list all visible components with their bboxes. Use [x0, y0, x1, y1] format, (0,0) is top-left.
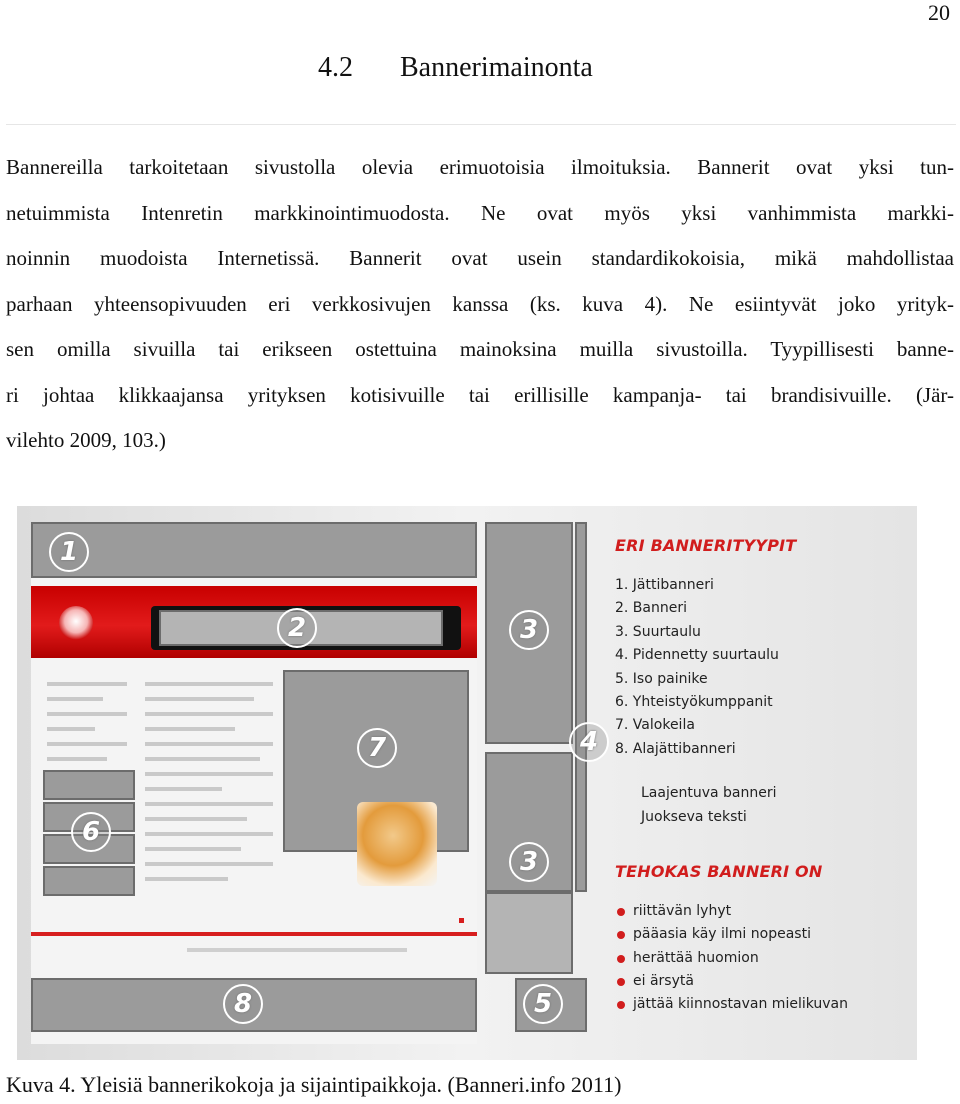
- legend-extra: [615, 785, 848, 832]
- effective-banner-item: pääasia käy ilmi nopeasti: [615, 926, 848, 949]
- mockup-photo: [357, 802, 437, 886]
- body-line: ri johtaa klikkaajansa yrityksen kotisivuille tai erillisille kampanja- tai brandisivuille. (Jär-: [6, 382, 954, 407]
- legend-item: 7. Valokeila: [615, 717, 695, 734]
- badge-1: 1: [49, 532, 89, 572]
- effective-banner-title: TEHOKAS BANNERI ON: [615, 861, 823, 881]
- mockup-menu-lines: [47, 682, 127, 772]
- legend-item: 6. Yhteistyökumppanit: [615, 693, 773, 710]
- body-line: noinnin muodoista Internetissä. Bannerit ovat usein standardikokoisia, mikä mahdollistaa: [6, 246, 954, 270]
- body-paragraph: [6, 145, 954, 464]
- legend-title: ERI BANNERITYYPIT: [615, 536, 797, 555]
- section-heading: [318, 52, 593, 84]
- legend-item: 5. Iso painike: [615, 670, 708, 687]
- mockup-footer-line: [31, 932, 477, 936]
- mockup-right-column: [485, 892, 573, 974]
- mockup-logo: [59, 606, 93, 640]
- badge-3-bottom: 3: [509, 842, 549, 882]
- badge-3-top: 3: [509, 610, 549, 650]
- legend-item: 8. Alajättibanneri: [615, 740, 736, 757]
- effective-banner-item: jättää kiinnostavan mielikuvan: [615, 996, 848, 1019]
- heading-divider: [6, 124, 956, 125]
- banner-area-1: [31, 522, 477, 578]
- banner-area-6a: [43, 770, 135, 800]
- effective-banner-item: ei ärsytä: [615, 973, 848, 996]
- badge-2: 2: [277, 608, 317, 648]
- effective-banner-item: riittävän lyhyt: [615, 903, 848, 926]
- section-title: Bannerimainonta: [400, 52, 593, 83]
- badge-6: 6: [71, 812, 111, 852]
- legend-extra-item: Laajentuva banneri: [641, 785, 777, 802]
- effective-banner-item: herättää huomion: [615, 950, 848, 973]
- body-line: netuimmista Intenretin markkinointimuodosta. Ne ovat myös yksi vanhimmista markki-: [6, 200, 954, 225]
- banner-area-6d: [43, 866, 135, 896]
- mockup-text-lines: [145, 682, 273, 892]
- badge-8: 8: [223, 984, 263, 1024]
- effective-banner-list: [615, 903, 848, 1020]
- legend-item: 4. Pidennetty suurtaulu: [615, 647, 779, 664]
- body-line: parhaan yhteensopivuuden eri verkkosivujen kanssa (ks. kuva 4). Ne esiintyvät joko yrityk-: [6, 291, 954, 316]
- banner-area-4: [575, 522, 587, 892]
- banner-types-figure: [17, 506, 917, 1060]
- badge-5: 5: [523, 984, 563, 1024]
- legend-item: 2. Banneri: [615, 600, 687, 617]
- legend-item: 1. Jättibanneri: [615, 577, 714, 593]
- legend-extra-item: Juokseva teksti: [641, 808, 747, 825]
- badge-7: 7: [357, 728, 397, 768]
- body-line: Bannereilla tarkoitetaan sivustolla olevia erimuotoisia ilmoituksia. Bannerit ovat yksi tun-: [6, 155, 954, 179]
- page-number: 20: [928, 0, 950, 25]
- section-number: 4.2: [318, 52, 353, 83]
- banner-legend: [615, 536, 848, 1020]
- mockup-footer-dot: [459, 918, 464, 923]
- mockup-footer-text: [187, 948, 407, 952]
- body-line: vilehto 2009, 103.): [6, 428, 166, 452]
- legend-list: [615, 577, 848, 764]
- body-line: sen omilla sivuilla tai erikseen ostettuina mainoksina muilla sivustoilla. Tyypillisesti banne-: [6, 337, 954, 361]
- badge-4: 4: [569, 722, 609, 762]
- figure-caption: Kuva 4. Yleisiä bannerikokoja ja sijaintipaikkoja. (Banneri.info 2011): [6, 1072, 622, 1097]
- legend-item: 3. Suurtaulu: [615, 623, 701, 640]
